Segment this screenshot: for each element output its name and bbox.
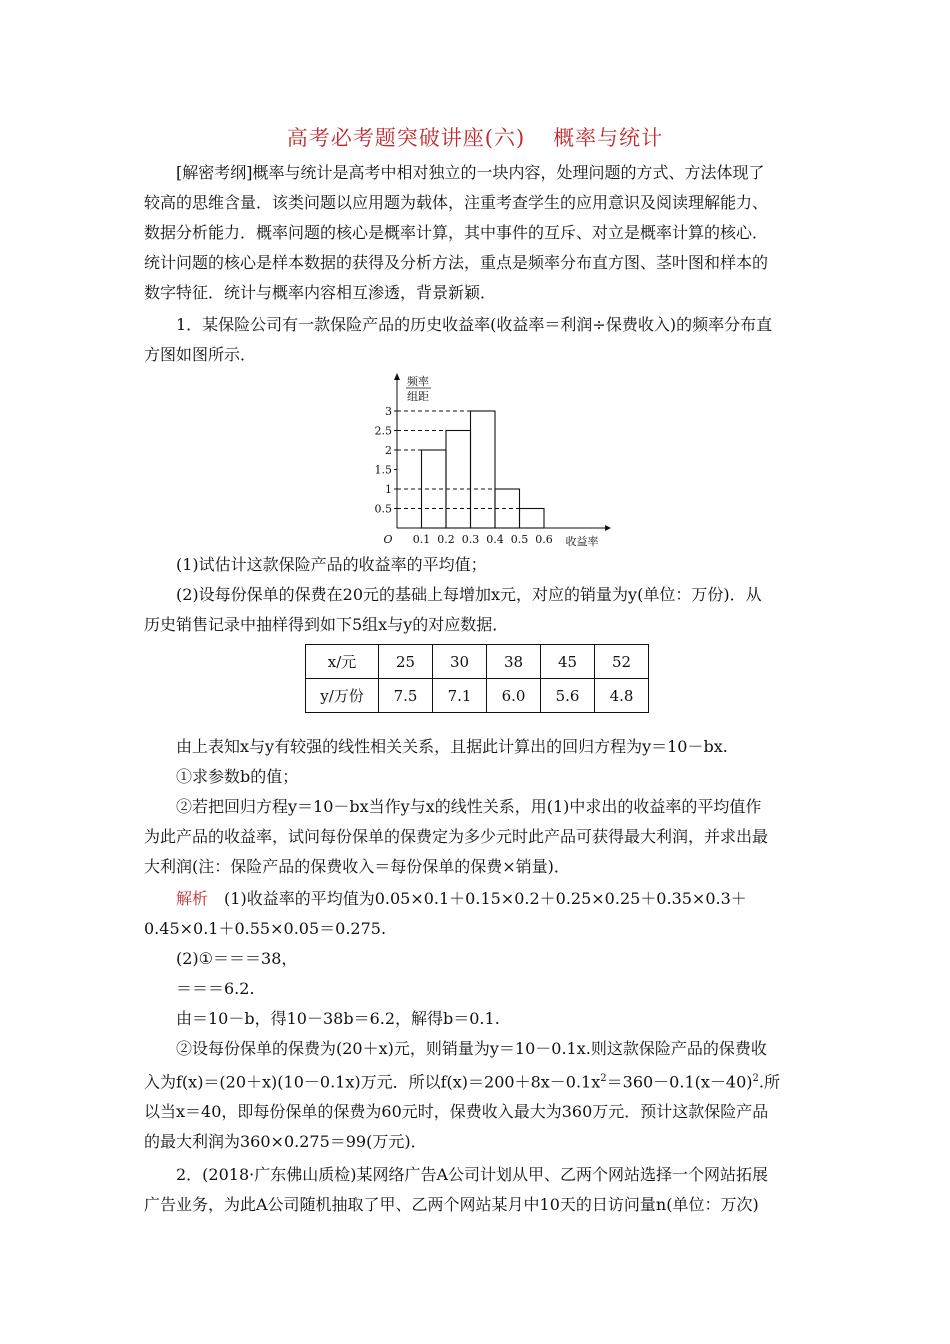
intro-line-1: 概率与统计是高考中相对独立的一块内容，处理问题的方式、方法体现了: [252, 163, 765, 182]
question-1-parts: [144, 550, 810, 640]
intro-line-5: 数字特征．统计与概率内容相互渗透，背景新颖．: [144, 283, 497, 302]
y-tick-label: 1.5: [374, 463, 392, 477]
solution-3b-post: .所: [758, 1072, 780, 1092]
solution-1b: 0.45×0.1＋0.55×0.05＝0.275.: [144, 919, 387, 938]
page-title: [0, 122, 950, 152]
y-tick-label: 1: [385, 483, 392, 496]
x-tick-label: 0.5: [510, 533, 529, 546]
y-tick-label: 2: [385, 444, 392, 457]
question-2: [144, 1160, 810, 1220]
superscript: 2: [752, 1073, 759, 1084]
intro-tag: [解密考纲]: [176, 163, 253, 182]
table-cell: 6.0: [487, 679, 541, 713]
x-axis-arrow: [605, 525, 611, 531]
intro-line-2: 较高的思维含量．该类问题以应用题为载体，注重考查学生的应用意识及阅读理解能力、: [144, 193, 769, 212]
histogram-bar: [471, 411, 496, 528]
q1-c1: ①求参数b的值；: [176, 767, 299, 786]
intro-line-4: 统计问题的核心是样本数据的获得及分析方法，重点是频率分布直方图、茎叶图和样本的: [144, 253, 769, 272]
y-tick-label: 2.5: [374, 424, 392, 438]
table-header-x: x/元: [306, 645, 379, 679]
y-tick-label: 3: [385, 405, 392, 418]
table-cell: 45: [541, 645, 595, 679]
solution-3d: 的最大利润为360×0.275＝99(万元)．: [144, 1132, 427, 1152]
x-tick-label: 0.4: [486, 533, 504, 546]
question-1-stem: [144, 310, 810, 370]
y-tick-label: 0.5: [374, 502, 392, 516]
table-cell: 25: [379, 645, 433, 679]
solution-3b-pre: 入为f(x)＝(20＋x)(10－0.1x)万元．所以f(x)＝200＋8x－0.1x: [144, 1072, 601, 1092]
histogram-chart: [370, 372, 620, 552]
table-cell: 4.8: [595, 679, 649, 713]
x-tick-label: 0.3: [461, 533, 480, 546]
x-tick-label: 0.6: [535, 533, 553, 546]
intro-line-3: 数据分析能力．概率问题的核心是概率计算，其中事件的互斥、对立是概率计算的核心．: [144, 223, 769, 242]
solution-3c: 以当x＝40，即每份保单的保费为60元时，保费收入最大为360万元．预计这款保险产品: [144, 1102, 769, 1122]
solution-3b-mid: ＝360－0.1(x－40): [606, 1072, 753, 1092]
histogram-bar: [520, 509, 545, 529]
table-cell: 52: [595, 645, 649, 679]
superscript: 2: [600, 1073, 607, 1084]
x-tick-label: 0.1: [412, 533, 431, 546]
x-axis-label: 收益率: [565, 535, 599, 548]
table-cell: 30: [433, 645, 487, 679]
table-cell: 7.1: [433, 679, 487, 713]
q2-line-1: 2．(2018·广东佛山质检)某网络广告A公司计划从甲、乙两个网站选择一个网站拓展: [176, 1165, 769, 1184]
solution-2b: ＝＝＝6.2.: [176, 979, 255, 998]
histogram-bar: [446, 431, 471, 529]
q1-sub-2a: (2)设每份保单的保费在20元的基础上每增加x元，对应的销量为y(单位：万份)．从: [176, 585, 762, 604]
q2-line-2: 广告业务，为此A公司随机抽取了甲、乙两个网站某月中10天的日访问量n(单位：万次): [144, 1195, 759, 1214]
intro-paragraph: [144, 158, 810, 308]
table-cell: 7.5: [379, 679, 433, 713]
y-axis-label-top: 频率: [407, 375, 429, 388]
q1-line-2: 方图如图所示．: [144, 345, 257, 364]
table-row: [306, 645, 649, 679]
solution-3a: ②设每份保单的保费为(20＋x)元，则销量为y＝10－0.1x.则这款保险产品的保费收: [176, 1039, 767, 1058]
origin-label: O: [383, 533, 393, 546]
q1-c2c: 大利润(注：保险产品的保费收入＝每份保单的保费×销量)．: [144, 857, 570, 876]
solution-1a: (1)收益率的平均值为0.05×0.1＋0.15×0.2＋0.25×0.25＋0.35×0.3＋: [224, 889, 747, 908]
table-header-y: y/万份: [306, 679, 379, 713]
q1-sub-2b: 历史销售记录中抽样得到如下5组x与y的对应数据．: [144, 615, 509, 634]
q1-c2a: ②若把回归方程y＝10－bx当作y与x的线性关系，用(1)中求出的收益率的平均值作: [176, 797, 762, 816]
table-cell: 5.6: [541, 679, 595, 713]
title-part-2: 概率与统计: [553, 126, 664, 150]
solution-block: [144, 884, 810, 1157]
q1-after-table: 由上表知x与y有较强的线性相关关系，且据此计算出的回归方程为y＝10－bx.: [176, 737, 728, 756]
q1-sub-1: (1)试估计这款保险产品的收益率的平均值；: [176, 555, 487, 574]
question-1-followup: [144, 732, 810, 882]
table-cell: 38: [487, 645, 541, 679]
q1-c2b: 为此产品的收益率，试问每份保单的保费定为多少元时此产品可获得最大利润，并求出最: [144, 827, 769, 846]
solution-2a: (2)①＝＝＝38，: [176, 949, 298, 968]
data-table: [305, 644, 649, 713]
table-row: [306, 679, 649, 713]
y-axis-label-bottom: 组距: [407, 390, 429, 403]
solution-tag: 解析: [176, 889, 209, 908]
title-part-1: 高考必考题突破讲座(六): [286, 126, 526, 150]
q1-line-1: 1．某保险公司有一款保险产品的历史收益率(收益率＝利润÷保费收入)的频率分布直: [176, 315, 773, 334]
y-axis-arrow: [394, 373, 400, 380]
solution-2c: 由＝10－b，得10－38b＝6.2，解得b＝0.1.: [176, 1009, 500, 1028]
x-tick-label: 0.2: [437, 533, 455, 546]
